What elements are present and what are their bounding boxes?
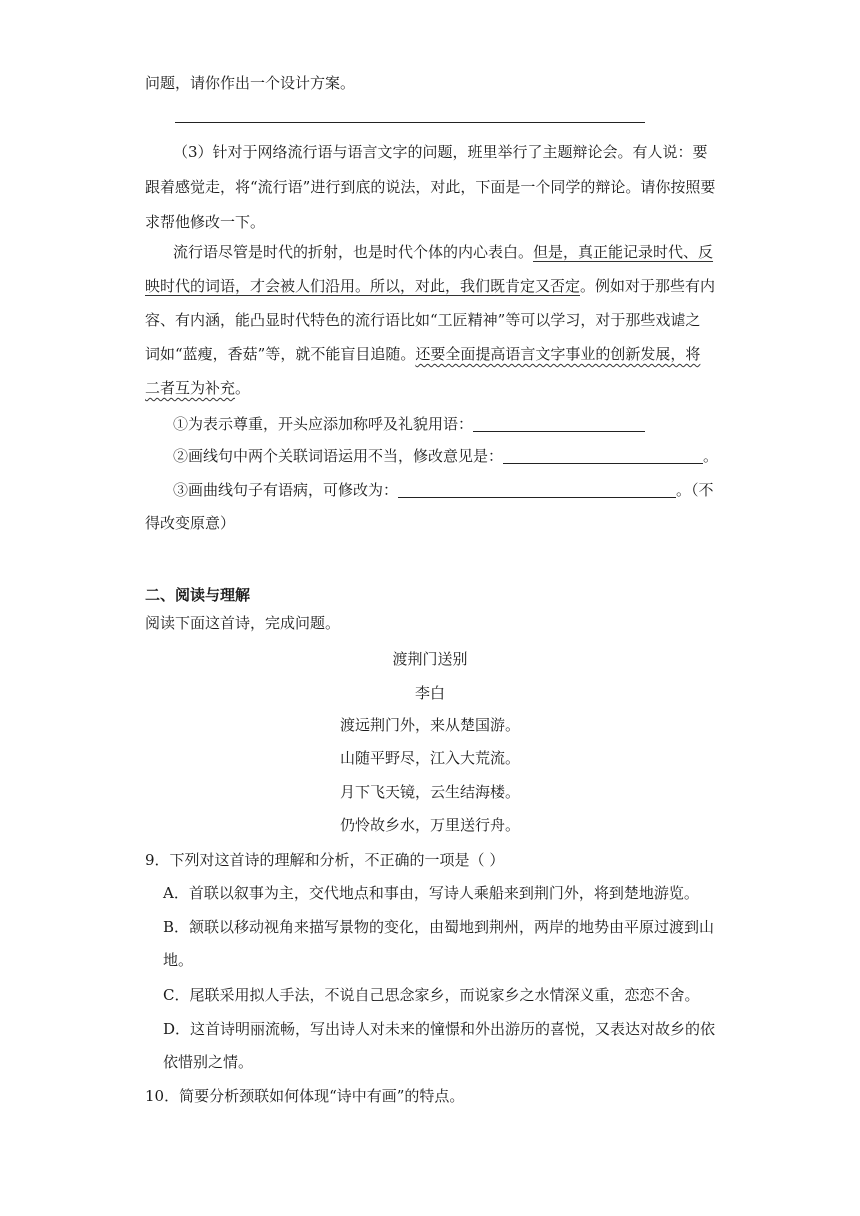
wavy-underlined-sentence: 二者互为补充 <box>145 379 236 397</box>
question-10: 10．简要分析颈联如何体现“诗中有画”的特点。 <box>145 1087 465 1105</box>
reading-instruction: 阅读下面这首诗，完成问题。 <box>145 614 341 632</box>
answer-blank[interactable] <box>398 481 676 498</box>
sub-question-text: ①为表示尊重，开头应添加称呼及礼貌用语： <box>173 415 474 433</box>
debate-text: 词如“蓝瘦，香菇”等，就不能盲目追随。 <box>145 345 416 363</box>
option-d[interactable]: D．这首诗明丽流畅，写出诗人对未来的憧憬和外出游历的喜悦，又表达对故乡的依 <box>163 1020 716 1038</box>
poem-title: 渡荆门送别 <box>392 650 468 668</box>
punctuation: 。（不 <box>676 481 714 499</box>
debate-text: 。 <box>235 379 251 397</box>
option-b-cont: 地。 <box>163 951 194 969</box>
sub-question-2 <box>173 446 718 466</box>
text-line: 问题，请你作出一个设计方案。 <box>145 74 356 92</box>
answer-line <box>175 122 645 123</box>
debate-paragraph-line <box>145 276 715 296</box>
sub-question-text: ②画线句中两个关联词语运用不当，修改意见是： <box>173 447 504 465</box>
debate-text: 流行语尽管是时代的折射，也是时代个体的内心表白。 <box>173 243 534 261</box>
option-a[interactable]: A．首联以叙事为主，交代地点和事由，写诗人乘船来到荆门外，将到楚地游览。 <box>163 884 699 902</box>
poem-line: 山随平野尽，江入大荒流。 <box>339 749 520 767</box>
section-heading: 二、阅读与理解 <box>145 586 251 604</box>
question-3-line: （3）针对于网络流行语与语言文字的问题，班里举行了主题辩论会。有人说：要 <box>173 143 708 161</box>
debate-paragraph-line: 容、有内涵，能凸显时代特色的流行语比如“工匠精神”等可以学习，对于那些戏谑之 <box>145 311 701 329</box>
option-d-cont: 依惜别之情。 <box>163 1053 254 1071</box>
poem-author: 李白 <box>414 684 445 702</box>
punctuation: 。 <box>703 447 719 465</box>
option-b[interactable]: B．颔联以移动视角来描写景物的变化，由蜀地到荆州，两岸的地势由平原过渡到山 <box>163 918 715 936</box>
poem-line: 月下飞天镜，云生结海楼。 <box>339 783 520 801</box>
sub-question-text: ③画曲线句子有语病，可修改为： <box>173 481 399 499</box>
debate-text: 。例如对于那些有内 <box>580 277 716 295</box>
poem-line: 渡远荆门外，来从楚国游。 <box>339 716 520 734</box>
answer-blank[interactable] <box>473 415 645 432</box>
sub-question-3 <box>173 480 714 500</box>
debate-paragraph-line <box>145 344 700 364</box>
question-3-line: 跟着感觉走，将“流行语”进行到底的说法，对此，下面是一个同学的辩论。请你按照要 <box>145 178 716 196</box>
debate-paragraph-line <box>145 378 250 398</box>
answer-blank[interactable] <box>503 447 703 464</box>
underlined-sentence: 但是，真正能记录时代、反 <box>533 243 714 261</box>
debate-paragraph-line <box>173 242 713 262</box>
poem-line: 仍怜故乡水，万里送行舟。 <box>339 816 520 834</box>
option-c[interactable]: C．尾联采用拟人手法，不说自己思念家乡，而说家乡之水情深义重，恋恋不舍。 <box>163 986 700 1004</box>
sub-question-3-cont: 得改变原意） <box>145 514 236 532</box>
question-3-line: 求帮他修改一下。 <box>145 213 266 231</box>
question-9-stem: 9．下列对这首诗的理解和分析，不正确的一项是（ ） <box>145 851 505 869</box>
sub-question-1 <box>173 414 645 434</box>
wavy-underlined-sentence: 还要全面提高语言文字事业的创新发展，将 <box>415 345 701 363</box>
underlined-sentence: 映时代的词语，才会被人们沿用。所以，对此，我们既肯定又否定 <box>145 277 581 295</box>
